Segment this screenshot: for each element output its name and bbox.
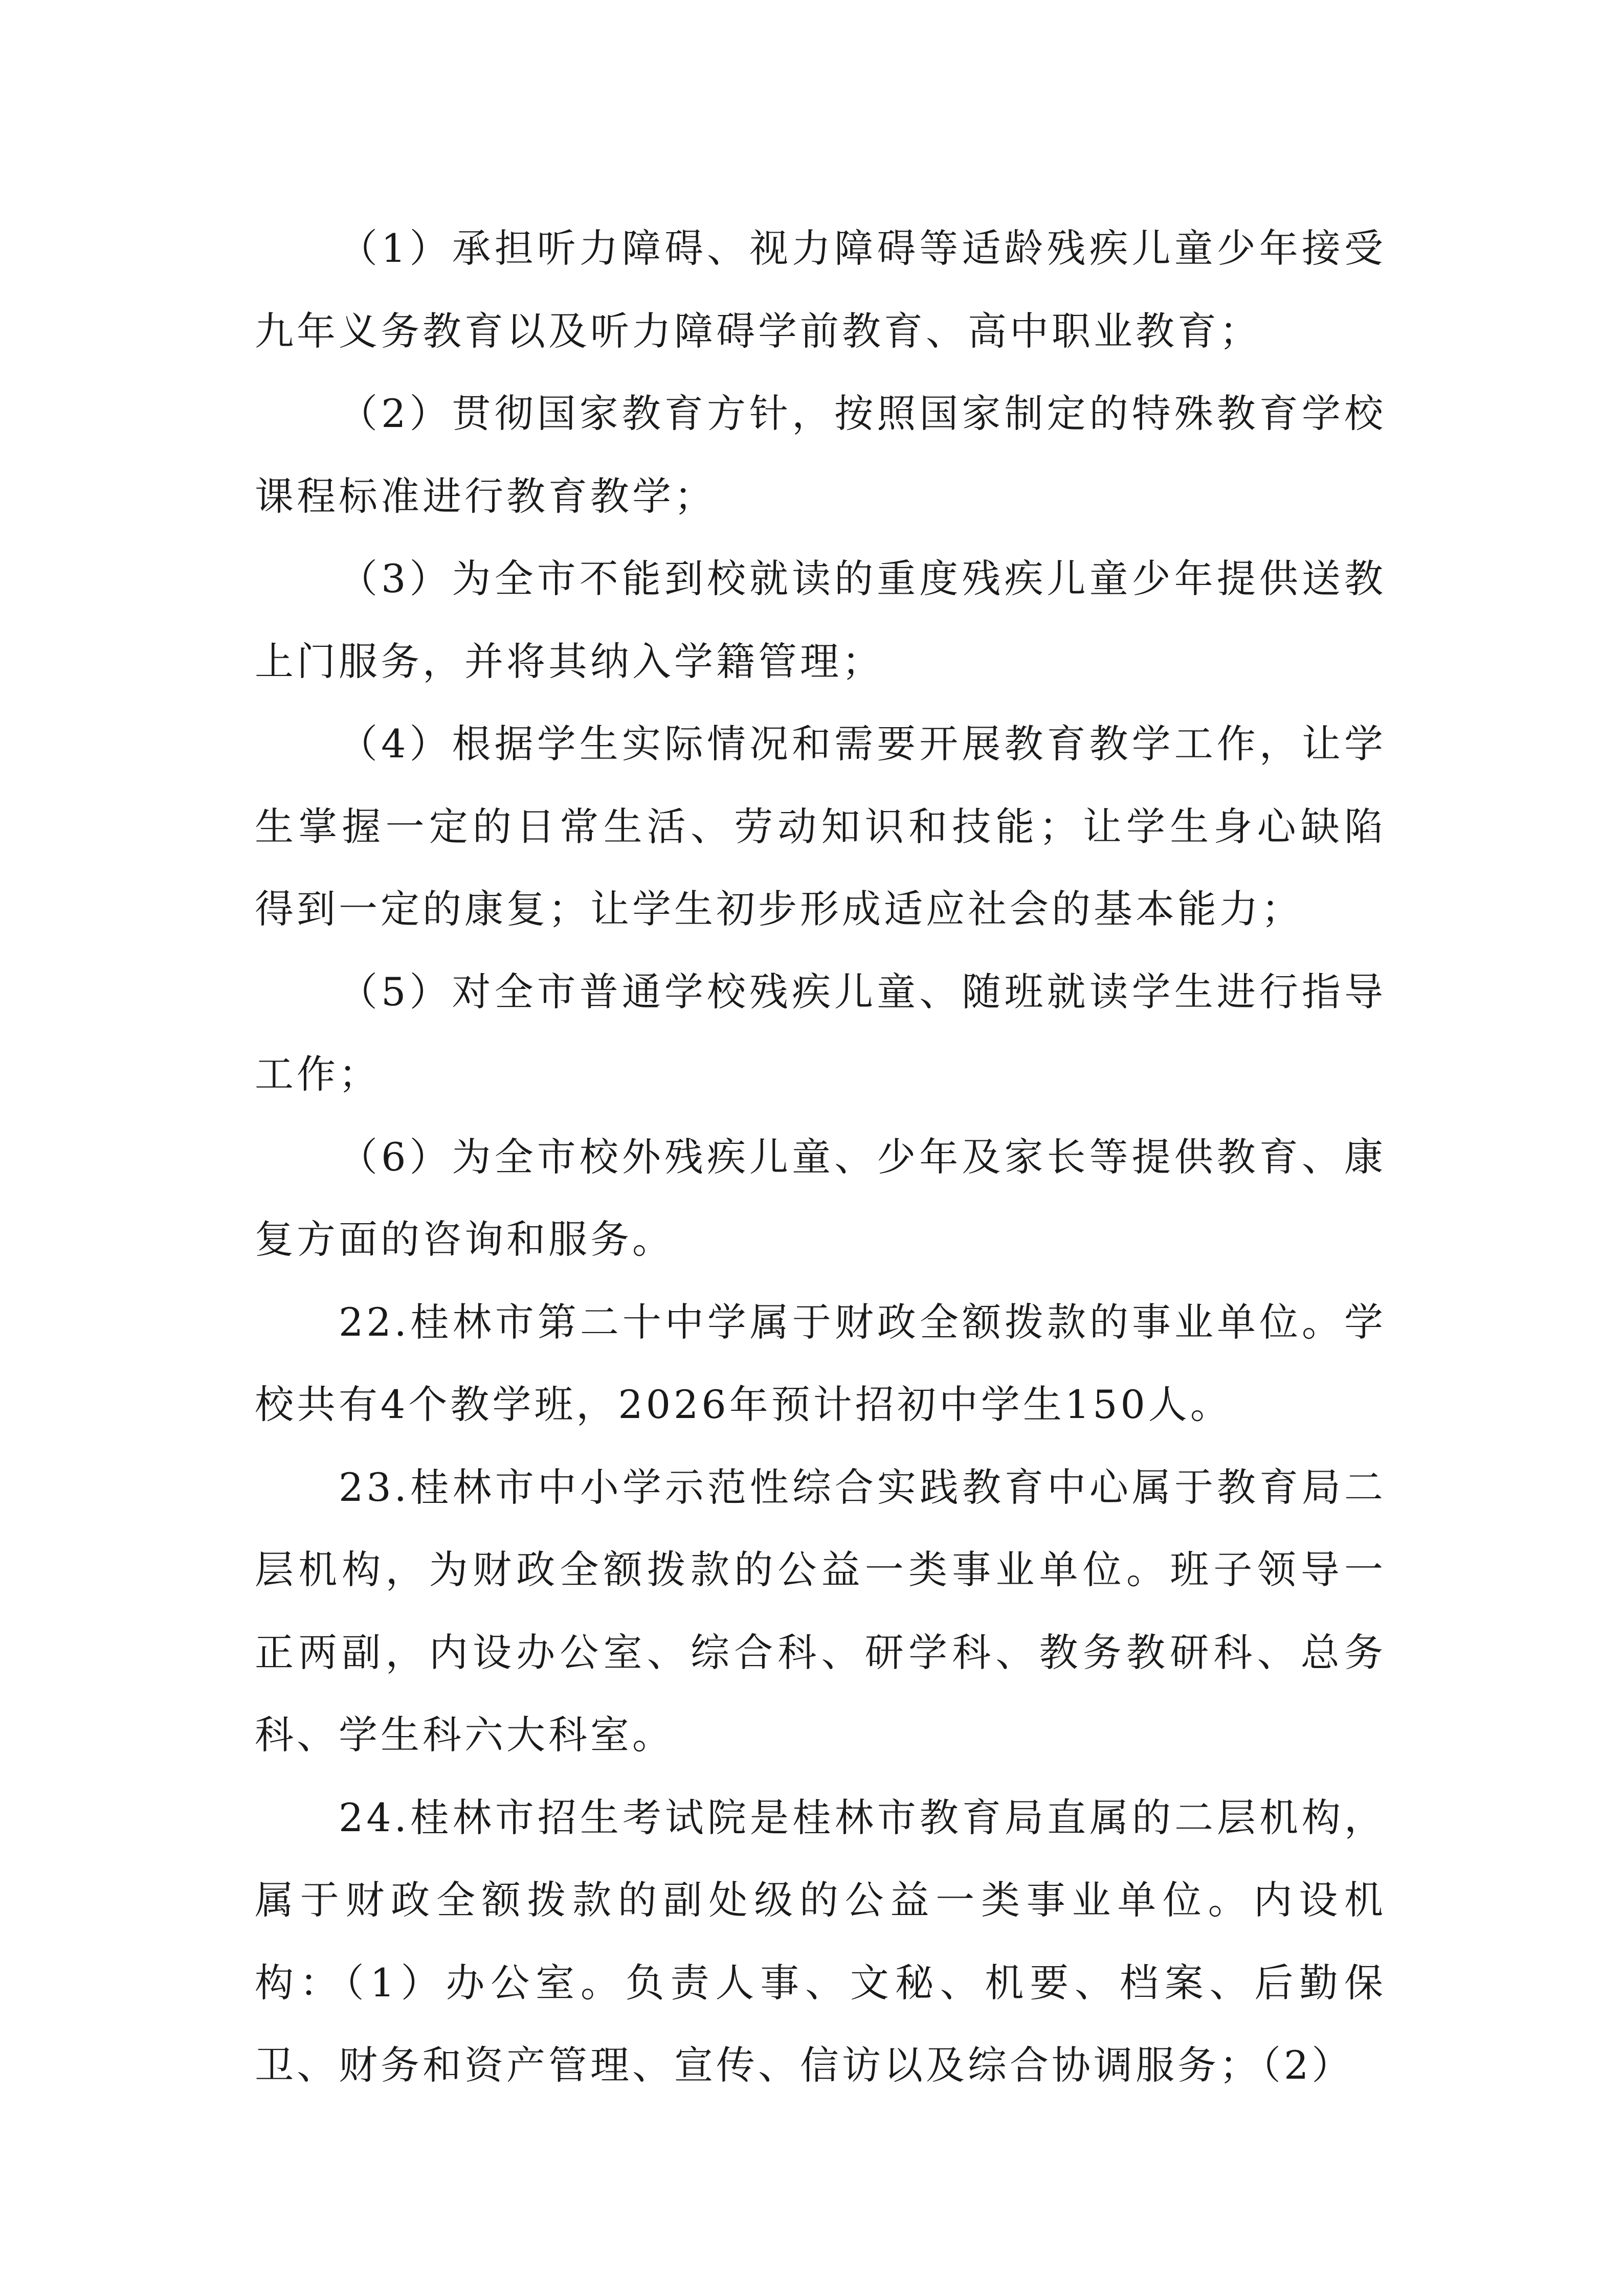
paragraph-item-23: 23.桂林市中小学示范性综合实践教育中心属于教育局二层机构，为财政全额拨款的公益一类事业单位。班子领导一正两副，内设办公室、综合科、研学科、教务教研科、总务科、学生科六大科室。 — [255, 1464, 1386, 1758]
paragraph-item-2: （2）贯彻国家教育方针，按照国家制定的特殊教育学校课程标准进行教育教学； — [255, 391, 1386, 519]
document-body — [255, 207, 1386, 2107]
paragraph-item-22: 22.桂林市第二十中学属于财政全额拨款的事业单位。学校共有4个教学班，2026年预计招初中学生150人。 — [255, 1299, 1386, 1427]
paragraph-item-3: （3）为全市不能到校就读的重度残疾儿童少年提供送教上门服务，并将其纳入学籍管理； — [255, 556, 1386, 684]
paragraph-item-1: （1）承担听力障碍、视力障碍等适龄残疾儿童少年接受九年义务教育以及听力障碍学前教育、高中职业教育； — [255, 226, 1386, 354]
paragraph-item-5: （5）对全市普通学校残疾儿童、随班就读学生进行指导工作； — [255, 969, 1386, 1097]
paragraph-item-6: （6）为全市校外残疾儿童、少年及家长等提供教育、康复方面的咨询和服务。 — [255, 1134, 1386, 1262]
paragraph-item-4: （4）根据学生实际情况和需要开展教育教学工作，让学生掌握一定的日常生活、劳动知识和技能；让学生身心缺陷得到一定的康复；让学生初步形成适应社会的基本能力； — [255, 721, 1386, 932]
paragraph-item-24: 24.桂林市招生考试院是桂林市教育局直属的二层机构，属于财政全额拨款的副处级的公益一类事业单位。内设机构：（1）办公室。负责人事、文秘、机要、档案、后勤保卫、财务和资产管理、宣传、信访以及综合协调服务；（2） — [255, 1794, 1386, 2088]
